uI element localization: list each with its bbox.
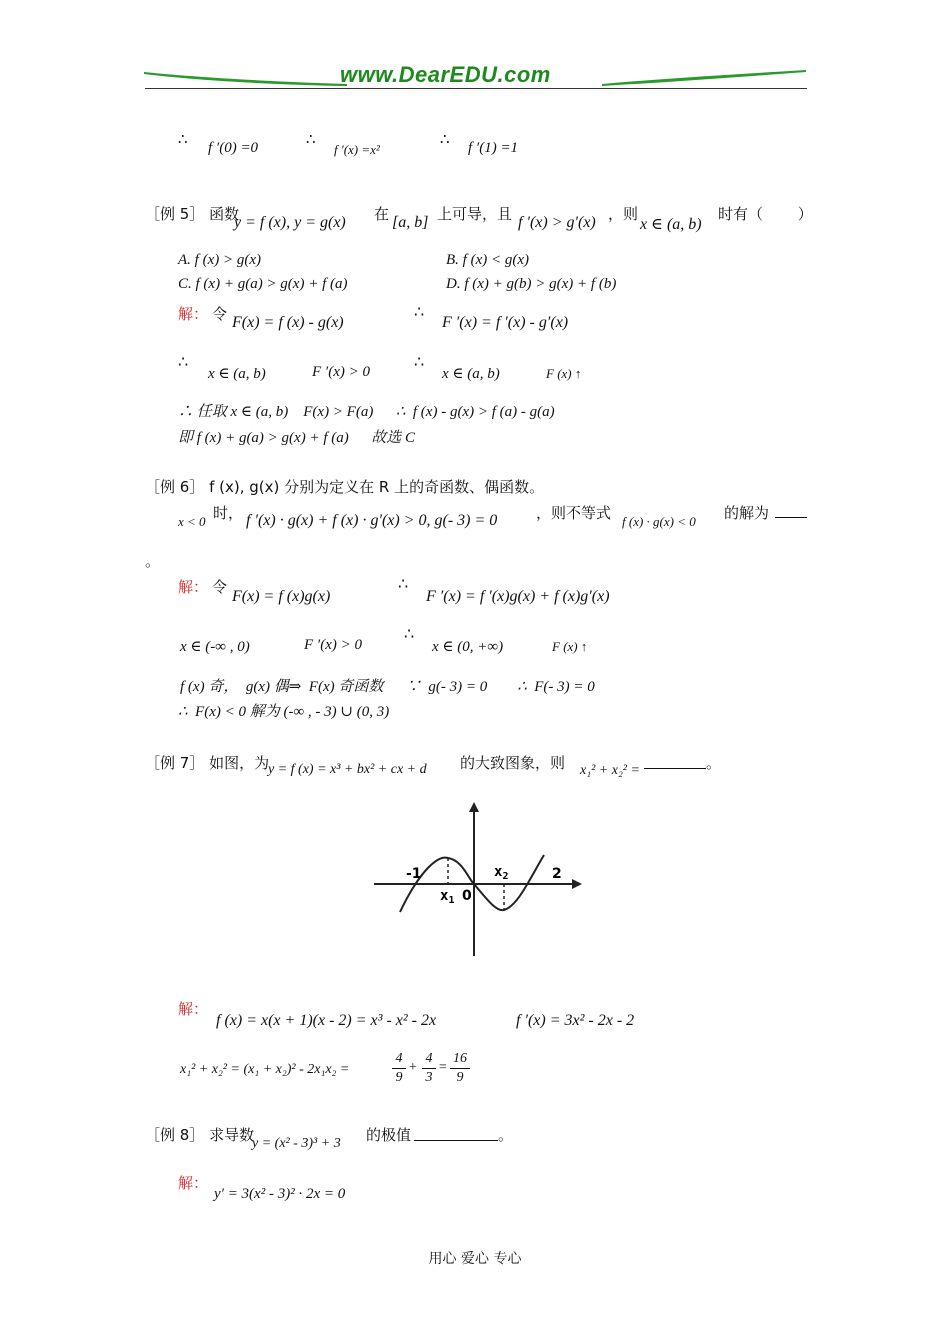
formula: y′ = 3(x² - 3)² · 2x = 0 <box>214 1186 346 1202</box>
formula: F ′(x) > 0 <box>304 637 362 653</box>
example-6-title: ［例 6］ f (x), g(x) 分别为定义在 R 上的奇函数、偶函数。 <box>145 478 545 496</box>
formula: F ′(x) = f ′(x)g(x) + f (x)g′(x) <box>426 588 610 605</box>
solution-label: 解： <box>178 305 209 323</box>
formula: F(x) = f (x) - g(x) <box>232 314 344 331</box>
solution-label: 解： <box>178 578 209 596</box>
label-x1: $x_1$ <box>440 888 455 906</box>
fraction-4-9: 4 9 <box>392 1050 406 1087</box>
formula: x ∈ (a, b) <box>442 366 500 382</box>
formula: F (x) ↑ <box>552 639 588 654</box>
site-logo[interactable]: www.DearEDU.com <box>340 62 551 87</box>
formula: f (x) · g(x) < 0 <box>622 514 696 529</box>
therefore-symbol: ∴ <box>306 132 316 148</box>
solution-label: 解： <box>178 1174 209 1192</box>
solution-line: f (x) 奇， g(x) 偶⇒ F(x) 奇函数 ∵ g(- 3) = 0 ∴ F(- 3) = 0 <box>180 679 595 695</box>
option-d: D. f (x) + g(b) > g(x) + f (b) <box>446 276 617 292</box>
label-zero: 0 <box>462 888 472 904</box>
formula: F ′(x) > 0 <box>312 364 370 380</box>
text: 。 <box>145 552 161 570</box>
formula: f (x) = x(x + 1)(x - 2) = x³ - x² - 2x <box>216 1012 437 1029</box>
formula: F ′(x) = f ′(x) - g′(x) <box>442 314 569 331</box>
formula: x ∈ (0, +∞) <box>432 639 504 655</box>
formula: f ′(x) · g(x) + f (x) · g′(x) > 0, g(- 3) = 0 <box>246 512 498 529</box>
text: 。 <box>498 1126 514 1144</box>
formula: y = f (x) = x³ + bx² + cx + d <box>268 762 427 777</box>
formula: f ′(x) =x² <box>334 142 380 157</box>
label-x2: $x_2$ <box>494 864 509 882</box>
answer-blank[interactable] <box>644 756 706 769</box>
formula: x₁² + x₂² = (x₁ + x₂)² - 2x₁x₂ = <box>180 1062 350 1077</box>
text: 上可导，且 <box>437 205 513 223</box>
therefore-symbol: ∴ <box>398 576 409 593</box>
answer-blank[interactable] <box>414 1128 498 1141</box>
example-8-title: ［例 8］ 求导数 <box>145 1126 255 1144</box>
formula: F (x) ↑ <box>546 366 582 381</box>
formula: y = f (x), y = g(x) <box>234 214 346 231</box>
header-swoosh-left <box>142 64 352 88</box>
formula: f ′(1) =1 <box>468 140 519 156</box>
text: 的解为 <box>724 504 770 522</box>
page-footer: 用心 爱心 专心 <box>428 1251 522 1267</box>
therefore-symbol: ∴ <box>404 626 415 643</box>
text: ，则 <box>608 205 639 223</box>
fraction-16-9: 16 9 <box>450 1050 470 1087</box>
solution-label: 解： <box>178 1000 209 1018</box>
formula: x ∈ (-∞ , 0) <box>180 639 250 655</box>
text: ，则不等式 <box>536 504 612 522</box>
text: 在 <box>374 205 390 223</box>
example-7-title: ［例 7］ 如图，为 <box>145 754 270 772</box>
option-b: B. f (x) < g(x) <box>446 252 529 268</box>
text: 的极值 <box>366 1126 412 1144</box>
formula: y = (x² - 3)³ + 3 <box>252 1136 341 1151</box>
formula: f ′(x) = 3x² - 2x - 2 <box>516 1012 635 1029</box>
cubic-graph-figure <box>370 800 590 960</box>
formula: [a, b] <box>392 214 429 231</box>
formula: x ∈ (a, b) <box>208 366 266 382</box>
therefore-symbol: ∴ <box>440 132 450 148</box>
formula: f ′(x) > g′(x) <box>518 214 596 231</box>
formula: F(x) = f (x)g(x) <box>232 588 331 605</box>
therefore-symbol: ∴ <box>178 354 189 371</box>
text: 。 <box>706 754 722 772</box>
equals-sign: = <box>438 1060 448 1075</box>
label-two: 2 <box>552 866 562 882</box>
plus-sign: + <box>408 1060 418 1075</box>
label-neg-one: -1 <box>406 866 422 882</box>
formula: x < 0 <box>178 514 206 529</box>
option-c: C. f (x) + g(a) > g(x) + f (a) <box>178 276 348 292</box>
x-axis-arrow-icon <box>572 879 582 889</box>
text: 令 <box>212 305 228 323</box>
header-swoosh-right <box>600 64 810 88</box>
fraction-4-3: 4 3 <box>422 1050 436 1087</box>
solution-line: ∴ F(x) < 0 解为 (-∞ , - 3) ∪ (0, 3) <box>178 704 390 720</box>
formula: f ′(0) =0 <box>208 140 259 156</box>
text: 时有（ ） <box>718 205 813 223</box>
therefore-symbol: ∴ <box>414 354 425 371</box>
answer-blank[interactable] <box>775 505 807 518</box>
therefore-symbol: ∴ <box>178 132 188 148</box>
formula: x₁² + x₂² = <box>580 763 640 778</box>
header-rule <box>145 88 807 89</box>
example-5-title: ［例 5］ 函数 <box>145 205 240 223</box>
solution-line: ∴ 任取 x ∈ (a, b) F(x) > F(a) ∴ f (x) - g(x) > f (a) - g(a) <box>178 404 555 420</box>
text: 令 <box>212 578 228 596</box>
formula: x ∈ (a, b) <box>640 216 702 233</box>
option-a: A. f (x) > g(x) <box>178 252 261 268</box>
therefore-symbol: ∴ <box>414 304 425 321</box>
solution-line: 即 f (x) + g(a) > g(x) + f (a) 故选 C <box>178 430 415 446</box>
text: 时， <box>213 504 244 522</box>
y-axis-arrow-icon <box>469 802 479 812</box>
text: 的大致图象，则 <box>460 754 566 772</box>
